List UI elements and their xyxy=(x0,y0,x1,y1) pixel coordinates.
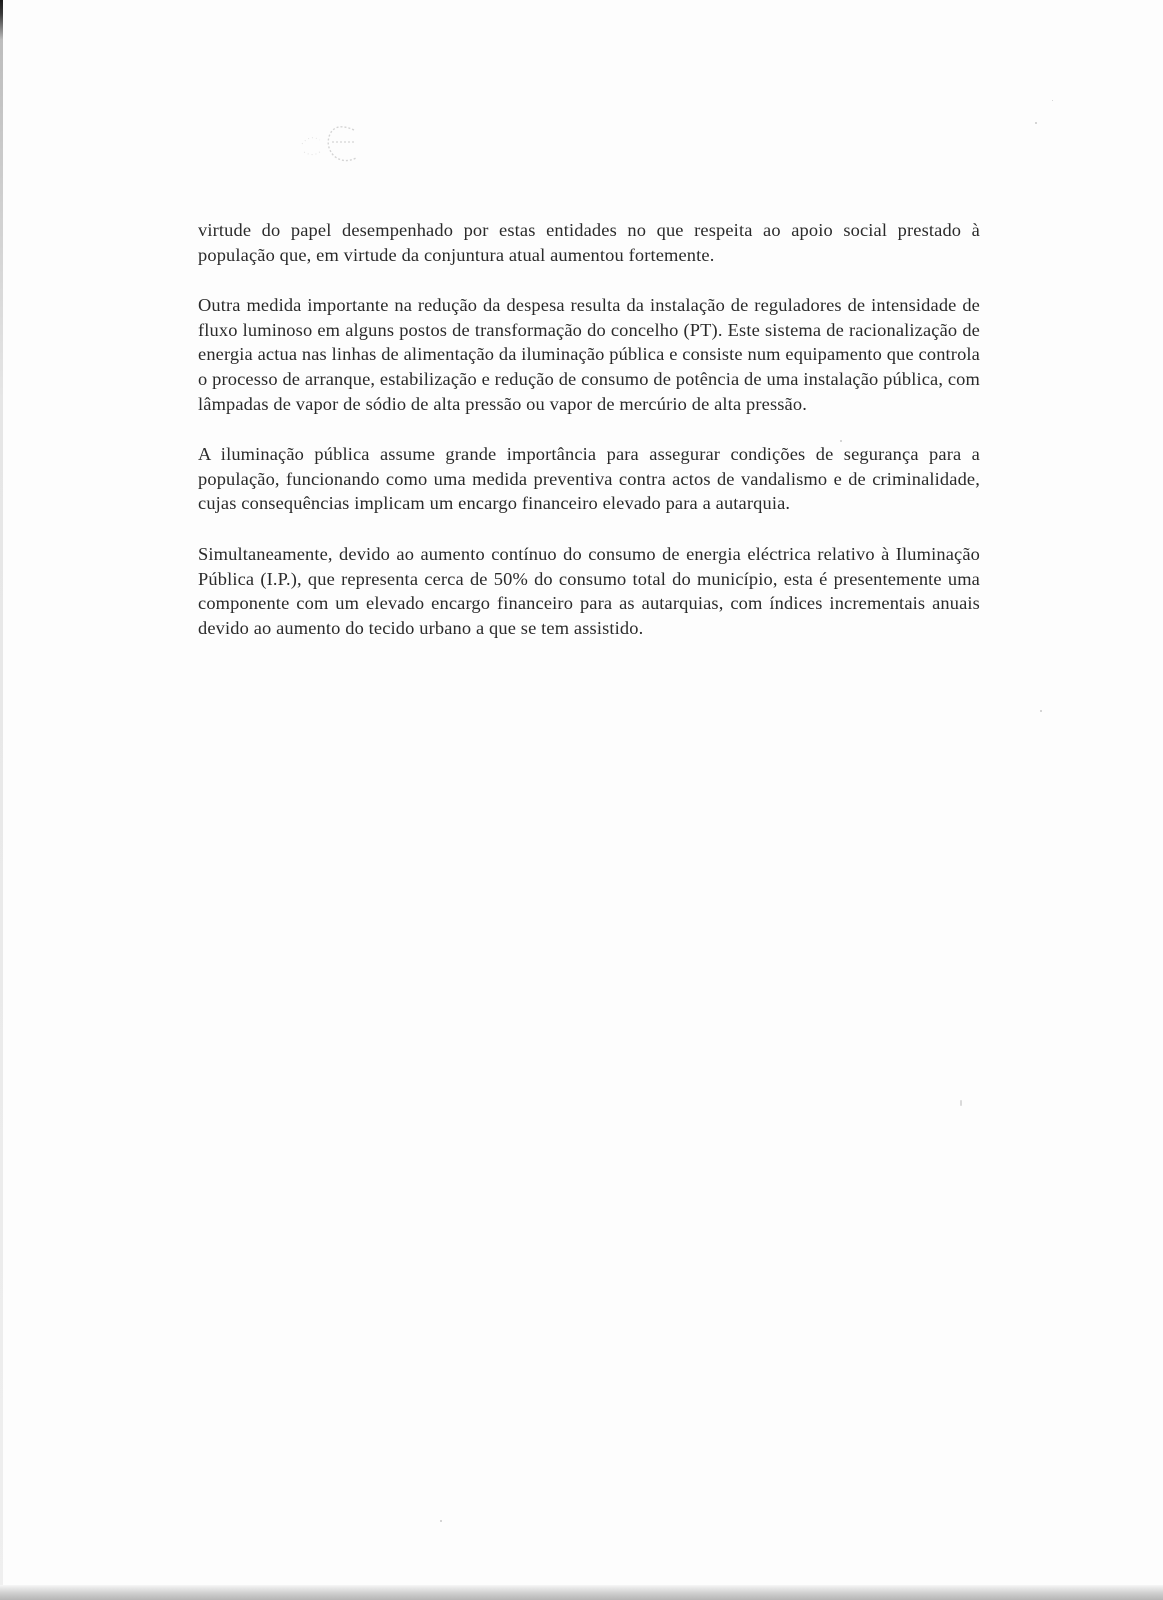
scan-bottom-edge-shadow xyxy=(0,1585,1163,1600)
paragraph-flux-regulators: Outra medida importante na redução da despesa resulta da instalação de reguladores de intensidade de fluxo luminoso em alguns postos de transformação do concelho (PT). Este sistema de racionalização de energia actua nas linhas de alimentação da iluminação pública e consiste num equipamento que controla o processo de arranque, estabilização e redução de consumo de potência de uma instalação pública, com lâmpadas de vapor de sódio de alta pressão ou vapor de mercúrio de alta pressão. xyxy=(198,295,980,414)
faint-stamp-mark xyxy=(292,120,372,168)
paragraph-social-support: virtude do papel desempenhado por estas entidades no que respeita ao apoio social prestado à população que, em virtude da conjuntura atual aumentou fortemente. xyxy=(198,220,980,265)
paragraph-public-lighting-safety: A iluminação pública assume grande importância para assegurar condições de segurança para a população, funcionando como uma medida preventiva contra actos de vandalismo e de criminalidade, cujas consequências implicam um encargo financeiro elevado para a autarquia. xyxy=(198,444,980,514)
scan-left-edge-shadow xyxy=(0,0,3,1600)
document-body xyxy=(198,218,980,666)
paragraph-energy-consumption: Simultaneamente, devido ao aumento contínuo do consumo de energia eléctrica relativo à Iluminação Pública (I.P.), que representa cerca de 50% do consumo total do município, esta é presentemente uma componente com um elevado encargo financeiro para as autarquias, com índices incrementais anuais devido ao aumento do tecido urbano a que se tem assistido. xyxy=(198,543,980,638)
